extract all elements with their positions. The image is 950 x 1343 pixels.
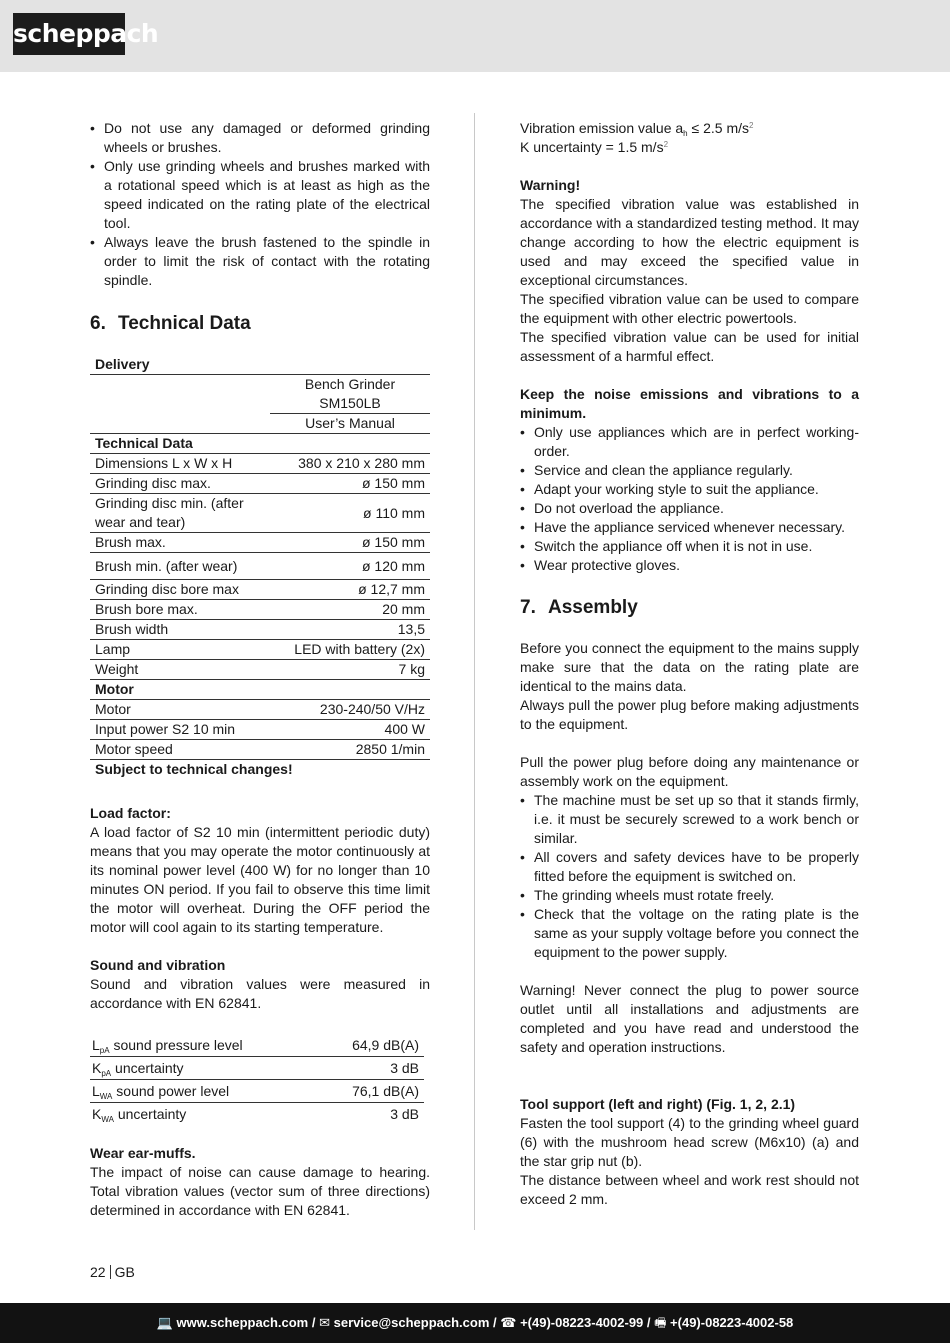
sound-value: 76,1 dB(A) [314, 1080, 424, 1103]
tool-support-paragraph: Fasten the tool support (4) to the grinding wheel guard (6) with the mushroom head screw (M6x10) (a) and the star grip nut (b). [520, 1115, 859, 1169]
spec-value: 13,5 [270, 620, 430, 640]
spec-value: ø 150 mm [270, 474, 430, 494]
table-row [90, 1080, 424, 1103]
spec-label: Motor speed [90, 740, 270, 760]
spec-label: Input power S2 10 min [90, 720, 270, 740]
table-row [90, 454, 430, 474]
table-row [90, 760, 430, 780]
spec-value: LED with battery (2x) [270, 640, 430, 660]
table-row [90, 620, 430, 640]
spec-label: Brush min. (after wear) [90, 553, 270, 580]
load-factor-title: Load factor: [90, 805, 171, 821]
page-number: 22 GB [90, 1264, 135, 1280]
list-item: • Always leave the brush fastened to the spindle in order to limit the risk of contact with the rotating spindle. [90, 233, 430, 290]
spec-label: Brush bore max. [90, 600, 270, 620]
list-item: • Only use appliances which are in perfect working-order. [520, 423, 859, 461]
website-link[interactable]: www.scheppach.com [176, 1315, 309, 1330]
phone-number: +(49)-08223-4002-99 [520, 1315, 644, 1330]
technical-data-table [90, 355, 430, 779]
technical-changes-note: Subject to technical changes! [95, 761, 293, 777]
vibration-emission-value: Vibration emission value $a_h \le 2.5$ $m/s^2$ [520, 120, 754, 138]
sound-value: 3 dB [390, 1105, 419, 1122]
spec-value: 400 W [270, 720, 430, 740]
delivery-item: User’s Manual [270, 414, 430, 434]
assembly-paragraph: Always pull the power plug before making adjustments to the equipment. [520, 697, 859, 732]
assembly-paragraph: Before you connect the equipment to the mains supply make sure that the data on the rating plate are identical to the mains data. [520, 640, 859, 694]
spec-value: 20 mm [270, 600, 430, 620]
phone-icon: ☎ [500, 1315, 517, 1330]
page-footer: 💻 www.scheppach.com / ✉ service@scheppach.com / ☎ +(49)-08223-4002-99 / 🖷 +(49)-08223-4002-58 [0, 1303, 950, 1343]
delivery-item: Bench Grinder SM150LB [270, 375, 430, 414]
sound-value: 64,9 dB(A) [314, 1034, 424, 1057]
list-item: • Do not use any damaged or deformed grinding wheels or brushes. [90, 119, 430, 157]
table-row [90, 1103, 424, 1126]
sound-label: $K_{WA}$ uncertainty [92, 1105, 187, 1124]
section-number: 7. [520, 597, 536, 618]
tool-support-paragraph: The distance between wheel and work rest should not exceed 2 mm. [520, 1172, 859, 1207]
motor-header: Motor [90, 680, 430, 700]
spec-label: Brush width [90, 620, 270, 640]
list-item: • Switch the appliance off when it is not in use. [520, 537, 859, 556]
section-title: Assembly [548, 597, 638, 618]
vibration-uncertainty: K uncertainty = 1.5 $m/s^2$ [520, 139, 669, 155]
keep-minimum-title: Keep the noise emissions and vibrations to a minimum. [520, 386, 859, 421]
table-row [90, 720, 430, 740]
list-item: • Check that the voltage on the rating plate is the same as your supply voltage before you connect the equipment to the power supply. [520, 905, 859, 962]
spec-label: Grinding disc bore max [90, 580, 270, 600]
spec-value: ø 150 mm [270, 533, 430, 553]
mail-icon: ✉ [319, 1315, 330, 1330]
assembly-paragraph: Pull the power plug before doing any maintenance or assembly work on the equipment. [520, 754, 859, 789]
table-row [90, 434, 430, 454]
sound-label: $L_{WA}$ sound power level [90, 1080, 314, 1103]
spec-value: ø 12,7 mm [270, 580, 430, 600]
table-row [90, 355, 430, 375]
fax-icon: 🖷 [654, 1315, 667, 1330]
delivery-header: Delivery [90, 355, 430, 375]
section-7-heading [520, 596, 859, 620]
spec-label: Grinding disc min. (after wear and tear) [90, 494, 270, 533]
table-row [90, 600, 430, 620]
warning-paragraph: The specified vibration value can be used to compare the equipment with other electric powertools. [520, 291, 859, 326]
table-row [90, 1057, 424, 1080]
table-row [90, 553, 430, 580]
list-item: • Do not overload the appliance. [520, 499, 859, 518]
table-row [90, 680, 430, 700]
spec-value: ø 120 mm [270, 553, 430, 580]
spec-value: 7 kg [270, 660, 430, 680]
table-row [90, 740, 430, 760]
section-6-heading [90, 312, 430, 336]
sound-vibration-text: Sound and vibration values were measured in accordance with EN 62841. [90, 976, 430, 1011]
warning-paragraph: The specified vibration value can be used for initial assessment of a harmful effect. [520, 329, 859, 364]
spec-value: 2850 1/min [270, 740, 430, 760]
load-factor-text: A load factor of S2 10 min (intermittent periodic duty) means that you may operate the motor continuously at its nominal power level (400 W) for no longer than 10 minutes ON period. If you fail to observe this time limit the motor will overheat. During the OFF period the motor will cool again to its starting temperature. [90, 824, 430, 935]
table-row [90, 1034, 424, 1057]
list-item: • Wear protective gloves. [520, 556, 859, 575]
page-header [0, 0, 950, 72]
assembly-list [520, 791, 859, 962]
spec-label: Brush max. [90, 533, 270, 553]
table-row [90, 474, 430, 494]
email-link[interactable]: service@scheppach.com [333, 1315, 490, 1330]
spec-value: ø 110 mm [270, 494, 430, 533]
sound-value: 3 dB [314, 1057, 424, 1080]
warning-title: Warning! [520, 177, 581, 193]
safety-bullets [90, 119, 430, 290]
tool-support-title: Tool support (left and right) (Fig. 1, 2, 2.1) [520, 1096, 796, 1112]
list-item: • All covers and safety devices have to be properly fitted before the equipment is switched on. [520, 848, 859, 886]
list-item: • Only use grinding wheels and brushes marked with a rotational speed which is at least as high as the speed indicated on the rating plate of the electrical tool. [90, 157, 430, 233]
list-item: • Have the appliance serviced whenever necessary. [520, 518, 859, 537]
spec-value: 380 x 210 x 280 mm [270, 454, 430, 474]
section-number: 6. [90, 313, 106, 334]
computer-icon: 💻 [156, 1315, 173, 1330]
keep-minimum-list [520, 423, 859, 575]
table-row [90, 375, 430, 414]
list-item: • Service and clean the appliance regularly. [520, 461, 859, 480]
ear-muffs-text: The impact of noise can cause damage to hearing. Total vibration values (vector sum of three directions) determined in accordance with EN 62841. [90, 1164, 430, 1218]
assembly-warning: Warning! Never connect the plug to power source outlet until all installations and adjustments are completed and you have read and understood the safety and operation instructions. [520, 982, 859, 1055]
column-divider [474, 113, 475, 1230]
table-row [90, 414, 430, 434]
sound-values-table [90, 1034, 424, 1125]
ear-muffs-title: Wear ear-muffs. [90, 1145, 196, 1161]
list-item: • The machine must be set up so that it stands firmly, i.e. it must be securely screwed to a work bench or similar. [520, 791, 859, 848]
section-title: Technical Data [118, 313, 251, 334]
spec-label: Lamp [90, 640, 270, 660]
table-row [90, 660, 430, 680]
right-column [520, 119, 859, 1209]
table-row [90, 494, 430, 533]
sound-label: $K_{pA}$ uncertainty [90, 1057, 314, 1080]
spec-label: Grinding disc max. [90, 474, 270, 494]
list-item: • The grinding wheels must rotate freely. [520, 886, 859, 905]
sound-label: $L_{pA}$ sound pressure level [90, 1034, 314, 1057]
list-item: • Adapt your working style to suit the appliance. [520, 480, 859, 499]
warning-paragraph: The specified vibration value was established in accordance with a standardized testing method. It may change according to how the electric equipment is used and may exceed the specified value in exceptional circumstances. [520, 196, 859, 288]
technical-data-header: Technical Data [90, 434, 430, 454]
table-row [90, 533, 430, 553]
spec-label: Dimensions L x W x H [90, 454, 270, 474]
table-row [90, 580, 430, 600]
spec-value: 230-240/50 V/Hz [270, 700, 430, 720]
spec-label: Motor [90, 700, 270, 720]
left-column [90, 119, 430, 1220]
table-row [90, 640, 430, 660]
fax-number: +(49)-08223-4002-58 [670, 1315, 794, 1330]
spec-label: Weight [90, 660, 270, 680]
sound-vibration-title: Sound and vibration [90, 957, 226, 973]
scheppach-logo: scheppach [13, 13, 125, 55]
table-row [90, 700, 430, 720]
